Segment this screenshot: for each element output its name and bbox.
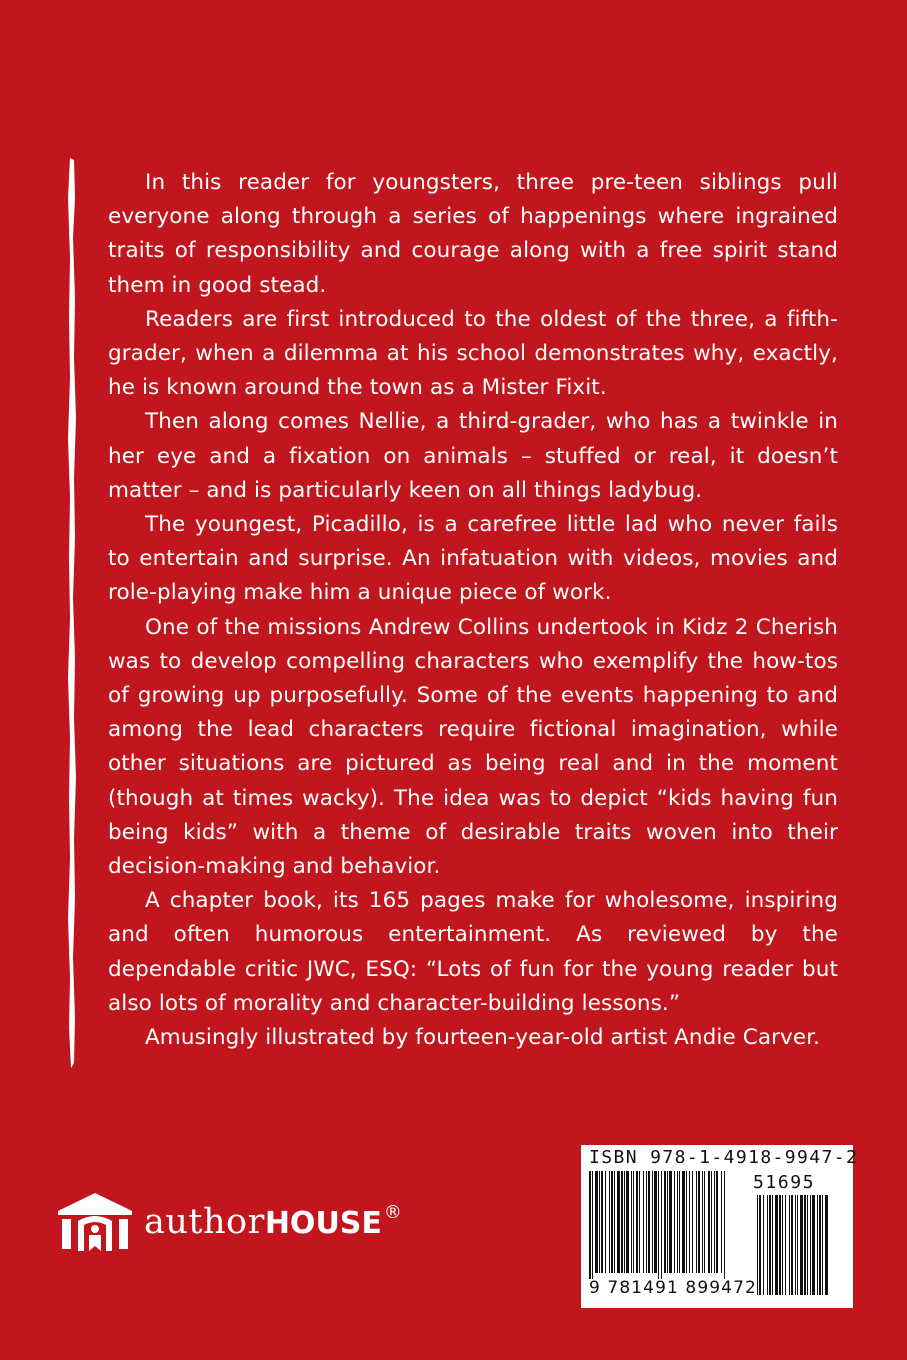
barcode-bar [639, 1171, 640, 1273]
blurb-paragraph: Then along comes Nellie, a third-grader, who has a twinkle in her eye and a fixation on animals – stuffed or real, it doesn’t matter – and is particularly keen on all things ladybug. [108, 409, 838, 503]
barcode-bar [763, 1195, 764, 1295]
price-addon-digits: 51695 [753, 1172, 816, 1193]
barcode-bar [800, 1195, 803, 1295]
barcode-bar [797, 1195, 798, 1295]
barcode-bar [595, 1171, 598, 1273]
barcode-bar [812, 1195, 815, 1295]
publisher-name-author: author [144, 1202, 265, 1242]
barcode-bar [721, 1171, 722, 1273]
blurb-paragraph: Amusingly illustrated by fourteen-year-old artist Andie Carver. [145, 1025, 821, 1051]
barcode-bar [679, 1171, 680, 1273]
barcode-bar [609, 1171, 610, 1273]
barcode-bar [658, 1171, 659, 1279]
isbn-barcode [581, 1145, 859, 1308]
publisher-name [144, 1202, 402, 1242]
barcode-bar [605, 1171, 606, 1273]
barcode-bar [599, 1171, 600, 1273]
blurb-paragraph: The youngest, Picadillo, is a carefree little lad who never fails to entertain and surprise. An infatuation with videos, movies and role-playing make him a unique piece of work. [108, 512, 838, 606]
barcode-bar [633, 1171, 634, 1273]
house-shield-icon [56, 1191, 134, 1253]
barcode-bar [789, 1195, 790, 1295]
barcode-bar [817, 1195, 818, 1295]
barcode-bar [667, 1171, 668, 1273]
barcode-bar [614, 1171, 615, 1273]
barcode-bar [810, 1195, 811, 1295]
barcode-bar [692, 1171, 693, 1273]
blurb-paragraph: One of the missions Andrew Collins undertook in Kidz 2 Cherish was to develop compelling characters who exemplify the how-tos of growing up purposefully. Some of the events happening to and among the lead characters require fictional imagination, while other situations are pictured as being real and in the moment (though at times wacky). The idea was to depict “kids having fun being kids” with a theme of desirable traits woven into their decision-making and behavior. [108, 614, 838, 880]
barcode-bar [772, 1195, 773, 1295]
barcode-bar [704, 1171, 705, 1273]
barcode-bar [698, 1171, 700, 1273]
barcode-bar [624, 1171, 625, 1273]
barcode-bar [711, 1171, 712, 1273]
barcode-bar [825, 1195, 828, 1295]
barcode-bar [626, 1171, 629, 1273]
barcode-bar [654, 1171, 657, 1273]
barcode-bar [819, 1195, 821, 1295]
barcode-bar [795, 1195, 796, 1295]
isbn-label: ISBN 978-1-4918-9947-2 [589, 1147, 859, 1168]
blurb-paragraph: In this reader for youngsters, three pre-teen siblings pull everyone along through a series of happenings where ingrained traits of responsibility and courage along with a free spirit stand them in good stead. [108, 170, 838, 298]
barcode-bar [779, 1195, 781, 1295]
blurb-paragraph: Readers are first introduced to the oldest of the three, a fifth-grader, when a dilemma at his school demonstrates why, exactly, he is known around the town as a Mister Fixit. [108, 306, 838, 401]
barcode-bar [631, 1171, 632, 1273]
barcode-bar [669, 1171, 672, 1273]
barcode-bar [767, 1195, 768, 1295]
barcode-bar [769, 1195, 771, 1295]
publisher-name-house: HOUSE [264, 1206, 382, 1241]
barcode-bar [674, 1171, 675, 1273]
barcode-bar [611, 1171, 613, 1273]
barcode-bar [589, 1171, 591, 1279]
barcode-bar [785, 1195, 786, 1295]
barcode-bar [696, 1171, 697, 1273]
barcode-bar [714, 1171, 715, 1273]
barcode-bar [643, 1171, 644, 1273]
barcode-bar [677, 1171, 678, 1273]
barcode-bar [648, 1171, 650, 1273]
barcode-bar [652, 1171, 653, 1273]
barcode-bar [782, 1195, 783, 1295]
barcode-bar [601, 1171, 603, 1273]
barcode-bar [682, 1171, 685, 1273]
ean-digits: 9 781491 899472 [589, 1278, 757, 1298]
barcode-bar [689, 1171, 690, 1273]
publisher-logo [56, 1190, 402, 1254]
barcode-bar [646, 1171, 647, 1273]
barcode-bar [759, 1195, 761, 1295]
barcode-bar [592, 1171, 593, 1279]
barcode-bar [702, 1171, 703, 1273]
barcode-bar [724, 1171, 725, 1279]
barcode-bar [807, 1195, 808, 1295]
rough-vertical-rule [67, 158, 77, 1068]
barcode-bar [708, 1171, 710, 1273]
barcode-bar [822, 1195, 823, 1295]
barcode-bar [686, 1171, 687, 1273]
barcode-bar [661, 1171, 662, 1279]
barcode-bar [791, 1195, 793, 1295]
blurb-paragraph: A chapter book, its 165 pages make for wholesome, inspiring and often humorous entertainment. As reviewed by the dependable critic JWC, ESQ: “Lots of fun for the young reader but also lots of morality and character-building lessons.” [108, 888, 838, 1016]
barcode-bar [804, 1195, 806, 1295]
barcode-bar [636, 1171, 638, 1273]
barcode-bar [757, 1195, 758, 1295]
barcode-bar [617, 1171, 620, 1273]
back-cover-blurb [108, 166, 838, 1055]
barcode-bar [716, 1171, 718, 1273]
barcode-bar [621, 1171, 623, 1273]
barcode-bar [664, 1171, 666, 1273]
registered-mark: ® [383, 1202, 403, 1223]
barcode-bar [775, 1195, 778, 1295]
